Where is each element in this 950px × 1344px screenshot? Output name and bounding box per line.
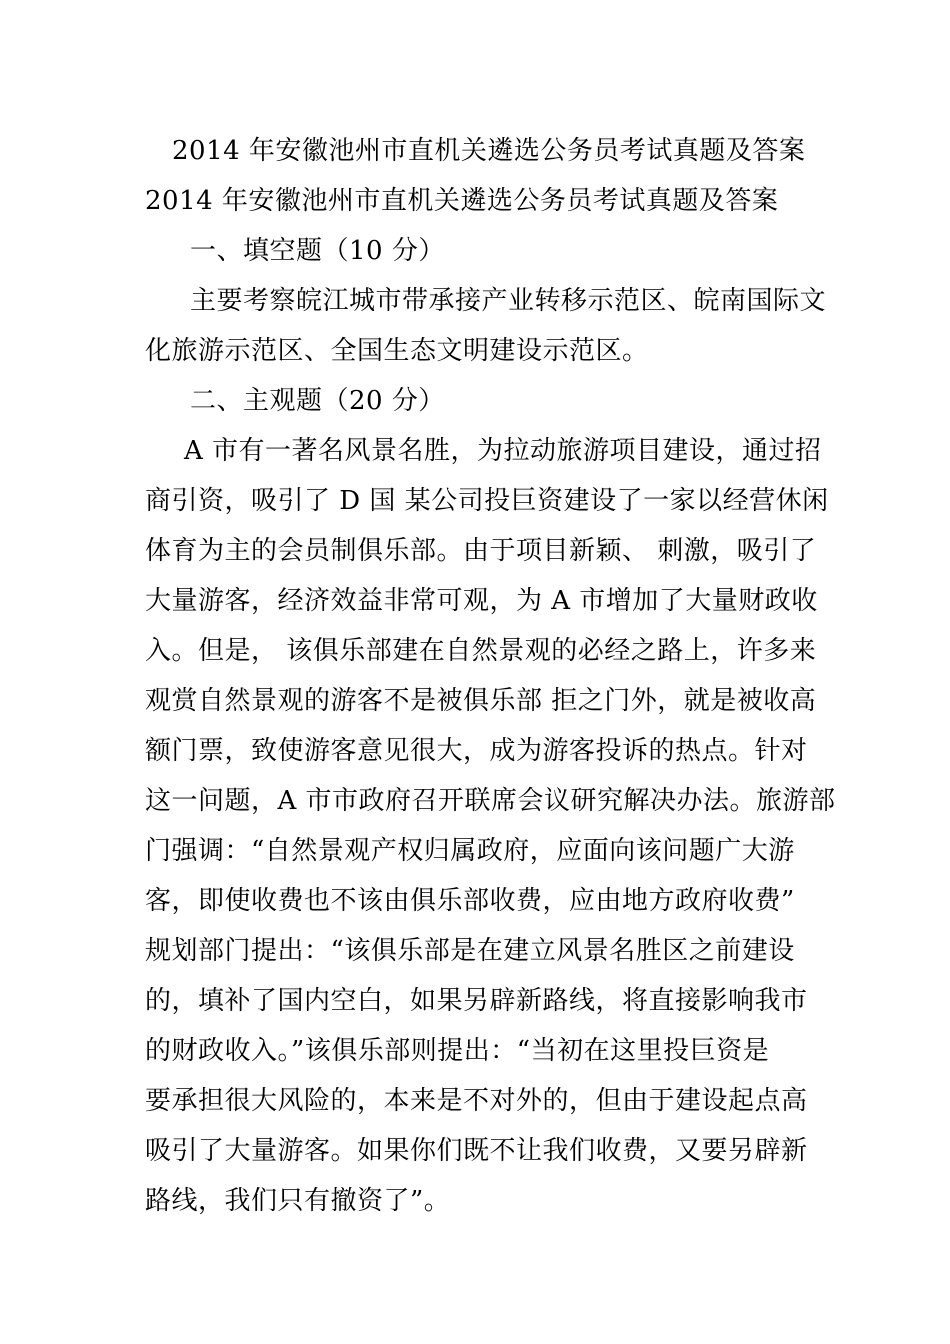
section-2-heading: 二、主观题（20 分） (190, 386, 445, 416)
section-2-body-line: 的财政收入。”该俱乐部则提出：“当初在这里投巨资是 (145, 1036, 770, 1066)
section-2-body-line: 这一问题，A 市市政府召开联席会议研究解决办法。旅游部 (145, 786, 836, 816)
section-2-body-line: 的，填补了国内空白，如果另辟新路线，将直接影响我市 (145, 986, 808, 1016)
section-2-body-line: 体育为主的会员制俱乐部。由于项目新颖、 刺激，吸引了 (145, 536, 817, 566)
section-2-body-line: 门强调：“自然景观产权归属政府，应面向该问题广大游 (145, 836, 795, 866)
section-2-body-line: 客，即使收费也不该由俱乐部收费，应由地方政府收费” (145, 886, 795, 916)
section-2-body-line: 观赏自然景观的游客不是被俱乐部 拒之门外，就是被收高 (145, 686, 817, 716)
section-1-heading: 一、填空题（10 分） (190, 236, 445, 266)
section-2-body-line: 大量游客，经济效益非常可观，为 A 市增加了大量财政收 (145, 586, 818, 616)
section-2-body-line: A 市有一著名风景名胜，为拉动旅游项目建设，通过招 (184, 436, 822, 466)
section-2-body-line: 要承担很大风险的，本来是不对外的，但由于建设起点高 (145, 1086, 808, 1116)
title-line-2: 2014 年安徽池州市直机关遴选公务员考试真题及答案 (145, 186, 779, 216)
title-line-1: 2014 年安徽池州市直机关遴选公务员考试真题及答案 (172, 136, 806, 166)
section-2-body-line: 规划部门提出：“该俱乐部是在建立风景名胜区之前建设 (145, 936, 795, 966)
section-2-body-line: 吸引了大量游客。如果你们既不让我们收费，又要另辟新 (145, 1136, 808, 1166)
section-2-body-line: 路线，我们只有撤资了”。 (145, 1186, 451, 1216)
section-2-body-line: 入。但是， 该俱乐部建在自然景观的必经之路上，许多来 (145, 636, 817, 666)
section-2-body-line: 额门票，致使游客意见很大，成为游客投诉的热点。针对 (145, 736, 808, 766)
section-2-body-line: 商引资，吸引了 D 国 某公司投巨资建设了一家以经营休闲 (145, 486, 829, 516)
section-1-answer-line-2: 化旅游示范区、全国生态文明建设示范区。 (145, 336, 649, 366)
section-1-answer-line-1: 主要考察皖江城市带承接产业转移示范区、皖南国际文 (190, 286, 827, 316)
